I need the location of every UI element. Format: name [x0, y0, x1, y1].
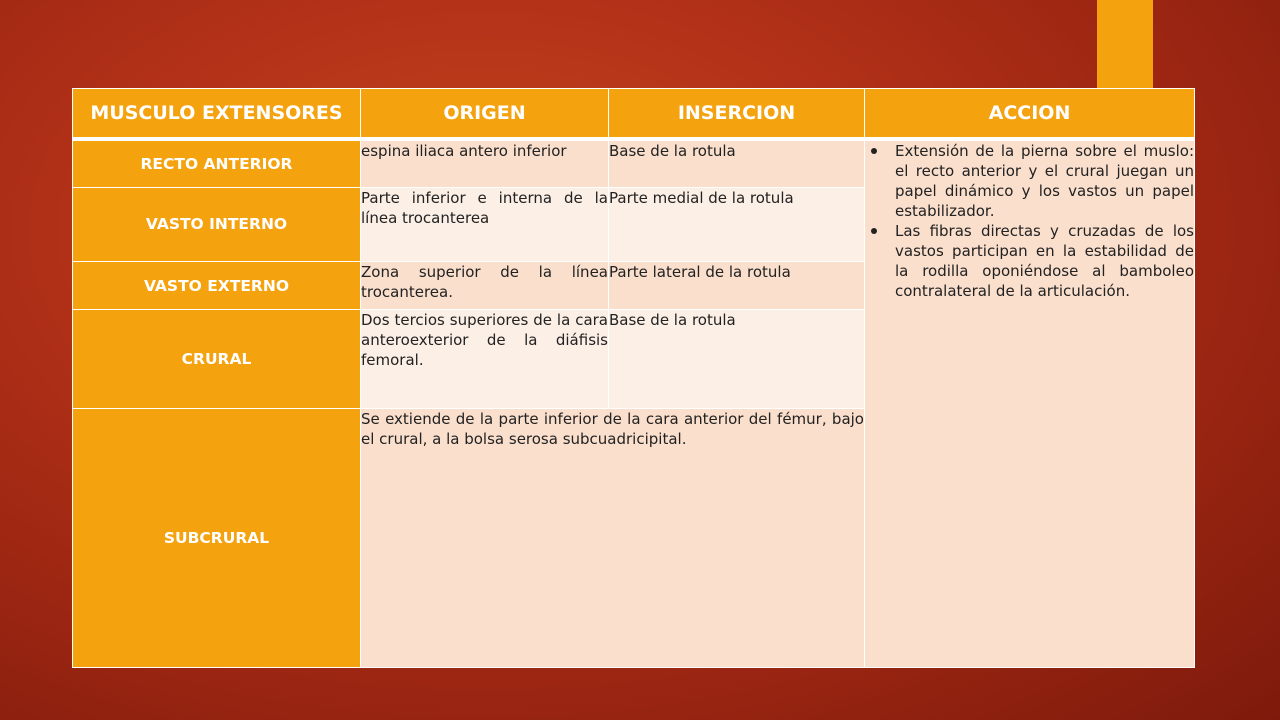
insercion-cell: Base de la rotula: [609, 310, 865, 409]
header-musculo: MUSCULO EXTENSORES: [73, 89, 361, 139]
origen-cell: Dos tercios superiores de la cara anteroexterior de la diáfisis femoral.: [361, 310, 609, 409]
accion-text: Las fibras directas y cruzadas de los vastos participan en la estabilidad de la rodilla oponiéndose al bamboleo contralateral de la articulación.: [895, 221, 1194, 300]
table-row: [73, 139, 1195, 187]
muscle-table: [72, 88, 1195, 668]
bullet-icon: [871, 228, 877, 234]
muscle-name: SUBCRURAL: [73, 408, 361, 667]
accent-bar: [1097, 0, 1153, 88]
muscle-name: CRURAL: [73, 310, 361, 409]
header-insercion: INSERCION: [609, 89, 865, 139]
muscle-name: VASTO INTERNO: [73, 187, 361, 261]
insercion-cell: Parte medial de la rotula: [609, 187, 865, 261]
origen-cell: Parte inferior e interna de la línea trocanterea: [361, 187, 609, 261]
insercion-cell: Base de la rotula: [609, 139, 865, 187]
accion-list: [865, 141, 1194, 301]
insercion-cell: Parte lateral de la rotula: [609, 261, 865, 309]
bullet-icon: [871, 148, 877, 154]
origen-insercion-cell: Se extiende de la parte inferior de la cara anterior del fémur, bajo el crural, a la bolsa serosa subcuadricipital.: [361, 408, 865, 667]
muscle-name: RECTO ANTERIOR: [73, 139, 361, 187]
header-origen: ORIGEN: [361, 89, 609, 139]
accion-item: [895, 141, 1194, 221]
origen-cell: espina iliaca antero inferior: [361, 139, 609, 187]
accion-cell: [865, 139, 1195, 668]
origen-cell: Zona superior de la línea trocanterea.: [361, 261, 609, 309]
accion-text: Extensión de la pierna sobre el muslo: el recto anterior y el crural juegan un papel dinámico y los vastos un papel estabilizador.: [895, 141, 1194, 220]
muscle-name: VASTO EXTERNO: [73, 261, 361, 309]
header-accion: ACCION: [865, 89, 1195, 139]
accion-item: [895, 221, 1194, 301]
table-header-row: [73, 89, 1195, 139]
